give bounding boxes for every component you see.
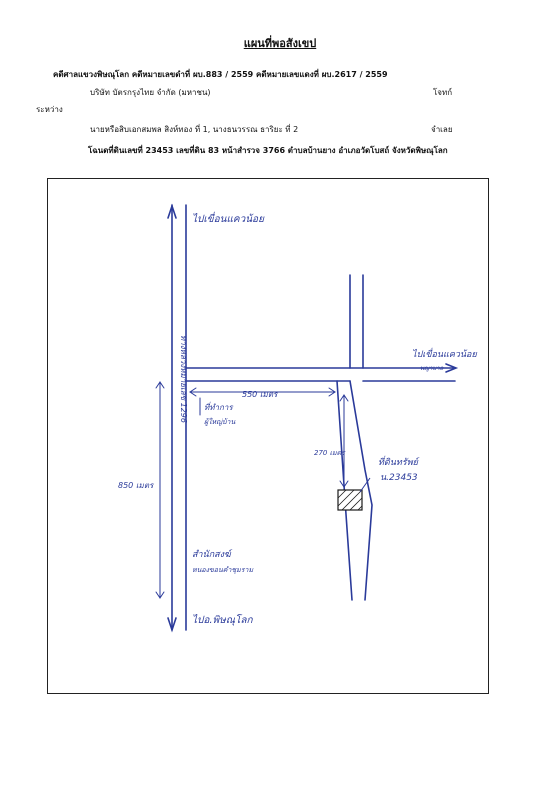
label-270m: 270 เมตร [314, 449, 345, 457]
defendant-names: นายหรือสิบเอกสมพล สิงห์ทอง ที่ 1, นางธนวรรณ ธาริยะ ที่ 2 [90, 125, 299, 134]
label-550m: 550 เมตร [242, 390, 278, 399]
label-highway: ทางหลวงหมายเลข 1296 [179, 335, 188, 423]
label-east: ไปเขื่อนแควน้อย [412, 350, 477, 360]
page-title: แผนที่พอสังเขป [243, 37, 317, 50]
deed-info-line: โฉนดที่ดินเลขที่ 23453 เลขที่ดิน 83 หน้าสำรวจ 3766 ตำบลบ้านยาง อำเภอวัดโบสถ์ จังหวัดพิษณุโลก [88, 146, 448, 155]
label-east-sub: พญาบาล [420, 365, 444, 372]
label-850m: 850 เมตร [118, 481, 154, 490]
label-village-office: ที่ทำการ [204, 403, 233, 412]
case-number-line: คดีศาลแขวงพิษณุโลก คดีหมายเลขดำที่ ผบ.883 / 2559 คดีหมายเลขแดงที่ ผบ.2617 / 2559 [53, 70, 388, 79]
defendant-role: จำเลย [431, 125, 453, 134]
between-label: ระหว่าง [36, 105, 63, 114]
plaintiff-role: โจทก์ [433, 88, 453, 97]
label-village-office-sub: ผู้ใหญ่บ้าน [204, 418, 236, 426]
target-plot [338, 490, 362, 510]
label-temple-sub: หนองขอนคำชุมราม [192, 566, 254, 574]
label-north: ไปเขื่อนแควน้อย [192, 214, 264, 225]
label-temple: สำนักสงฆ์ [192, 550, 231, 560]
label-target-deed: น.23453 [380, 473, 418, 483]
plaintiff-name: บริษัท บัตรกรุงไทย จำกัด (มหาชน) [90, 88, 211, 97]
label-target: ที่ดินทรัพย์ [378, 458, 418, 468]
label-south: ไปอ.พิษณุโลก [192, 615, 253, 626]
